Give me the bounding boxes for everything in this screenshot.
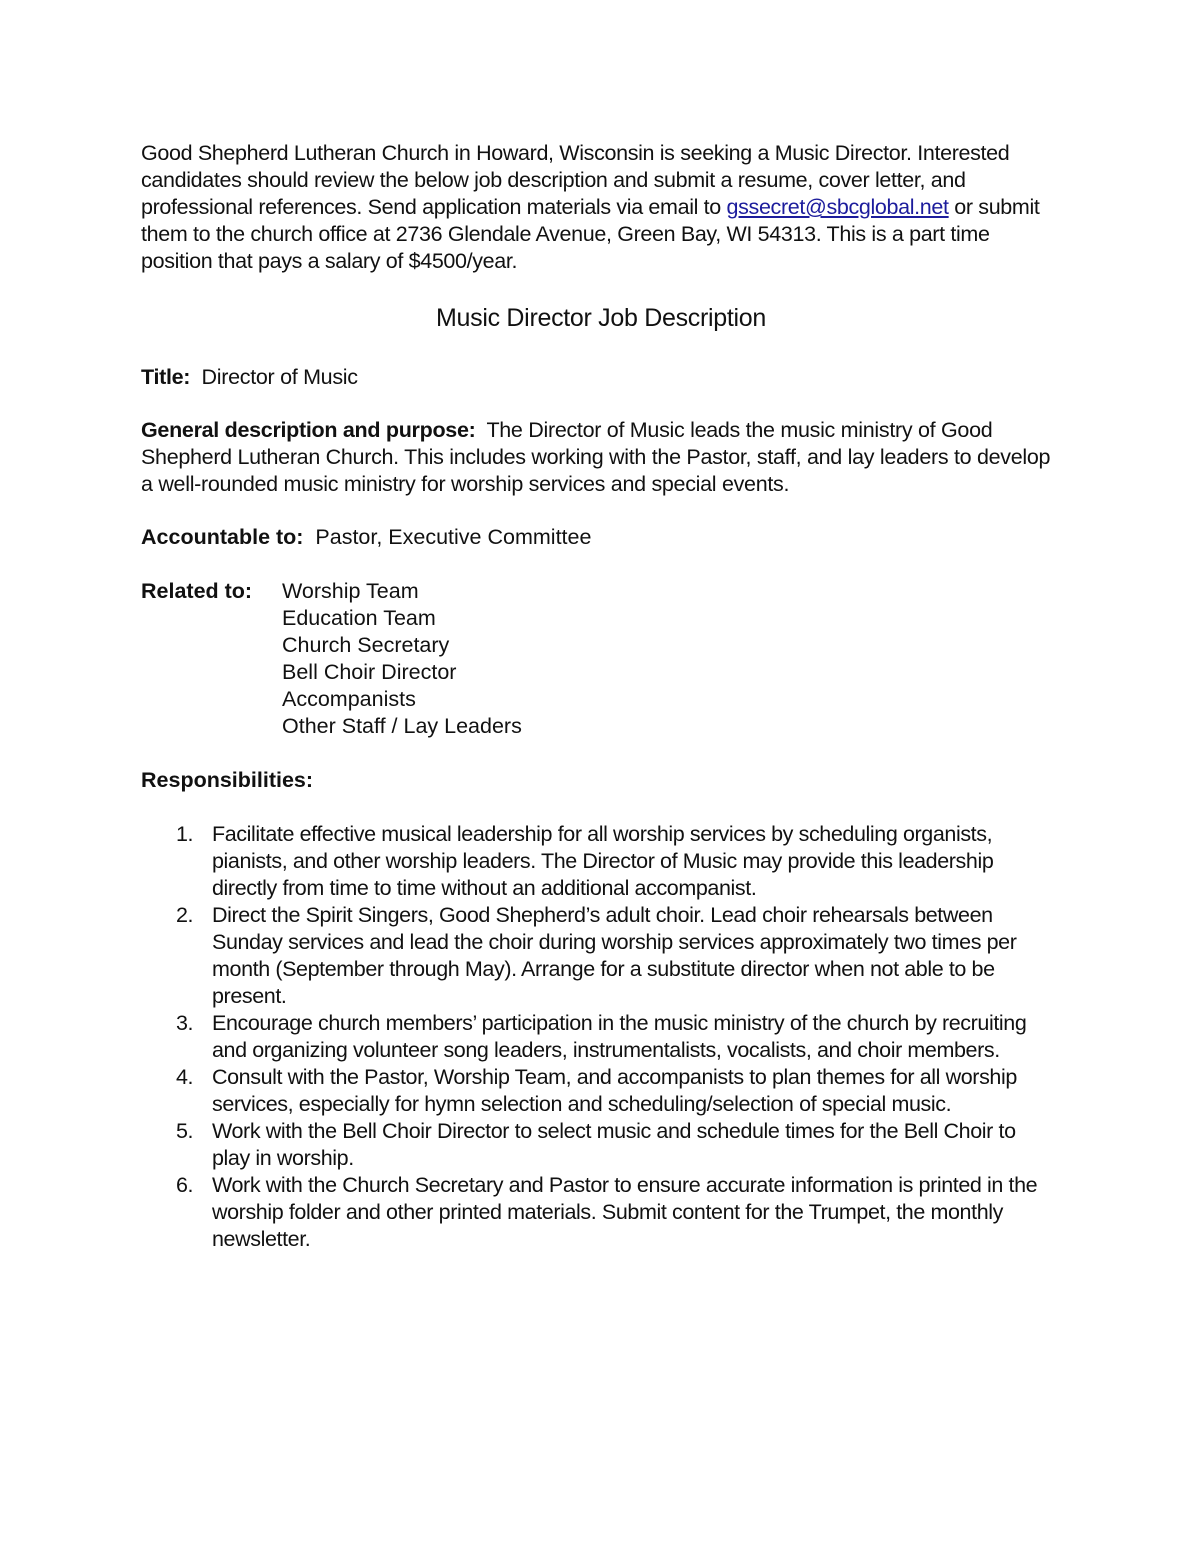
responsibility-number: 3. (176, 1011, 194, 1035)
responsibility-number: 1. (176, 822, 194, 846)
related-item: Education Team (282, 606, 436, 630)
related-item: Bell Choir Director (282, 660, 457, 684)
related-to-section (141, 578, 1061, 740)
intro-paragraph (141, 140, 1061, 275)
document-page (141, 140, 1061, 1253)
related-item: Church Secretary (282, 633, 450, 657)
responsibilities-list (141, 821, 1061, 1253)
related-item: Worship Team (282, 579, 419, 603)
title-field-value: Director of Music (201, 365, 358, 389)
general-description (141, 417, 1061, 498)
accountable-to (141, 524, 1061, 551)
title-field-label: Title: (141, 365, 191, 389)
responsibility-text: Consult with the Pastor, Worship Team, and accompanists to plan themes for all worship services, especially for hymn selection and scheduling/selection of special music. (212, 1065, 1017, 1116)
responsibilities-heading: Responsibilities: (141, 768, 314, 792)
responsibility-text: Work with the Bell Choir Director to select music and schedule times for the Bell Choir to play in worship. (212, 1119, 1016, 1170)
responsibility-text: Direct the Spirit Singers, Good Shepherd’s adult choir. Lead choir rehearsals between Sunday services and lead the choir during worship services approximately two times per month (September through May). Arrange for a substitute director when not able to be present. (212, 903, 1017, 1008)
responsibility-number: 6. (176, 1173, 194, 1197)
related-item: Other Staff / Lay Leaders (282, 714, 522, 738)
responsibility-item (141, 1118, 1061, 1172)
email-link[interactable]: gssecret@sbcglobal.net (726, 195, 949, 219)
responsibility-text: Encourage church members’ participation in the music ministry of the church by recruiting and organizing volunteer song leaders, instrumentalists, vocalists, and choir members. (212, 1011, 1027, 1062)
responsibility-number: 2. (176, 903, 194, 927)
responsibility-item (141, 1172, 1061, 1253)
related-item: Accompanists (282, 687, 416, 711)
responsibility-item (141, 821, 1061, 902)
responsibility-number: 5. (176, 1119, 194, 1143)
related-to-label: Related to: (141, 579, 253, 603)
responsibility-item (141, 902, 1061, 1010)
intro-text-before-link: Good Shepherd Lutheran Church in Howard, Wisconsin is seeking a Music Director. Interested candidates should review the below job description and submit a resume, cover letter, and professional references. Send application materials via email to (141, 141, 1010, 219)
intro-text-after-link: or submit them to the church office at 2736 Glendale Avenue, Green Bay, WI 54313. This is a part time position that pays a salary of $4500/year. (141, 195, 1040, 273)
general-description-value: The Director of Music leads the music ministry of Good Shepherd Lutheran Church. This includes working with the Pastor, staff, and lay leaders to develop a well-rounded music ministry for worship services and special events. (141, 418, 1051, 496)
related-to-list (282, 578, 522, 740)
responsibility-item (141, 1010, 1061, 1064)
title-field (141, 364, 1061, 391)
responsibility-item (141, 1064, 1061, 1118)
responsibility-number: 4. (176, 1065, 194, 1089)
responsibility-text: Work with the Church Secretary and Pastor to ensure accurate information is printed in the worship folder and other printed materials. Submit content for the Trumpet, the monthly newsletter. (212, 1173, 1038, 1251)
accountable-to-label: Accountable to: (141, 525, 304, 549)
document-title: Music Director Job Description (436, 304, 766, 332)
responsibility-text: Facilitate effective musical leadership for all worship services by scheduling organists, pianists, and other worship leaders. The Director of Music may provide this leadership directly from time to time without an additional accompanist. (212, 822, 994, 900)
general-description-label: General description and purpose: (141, 418, 476, 442)
accountable-to-value: Pastor, Executive Committee (315, 525, 592, 549)
